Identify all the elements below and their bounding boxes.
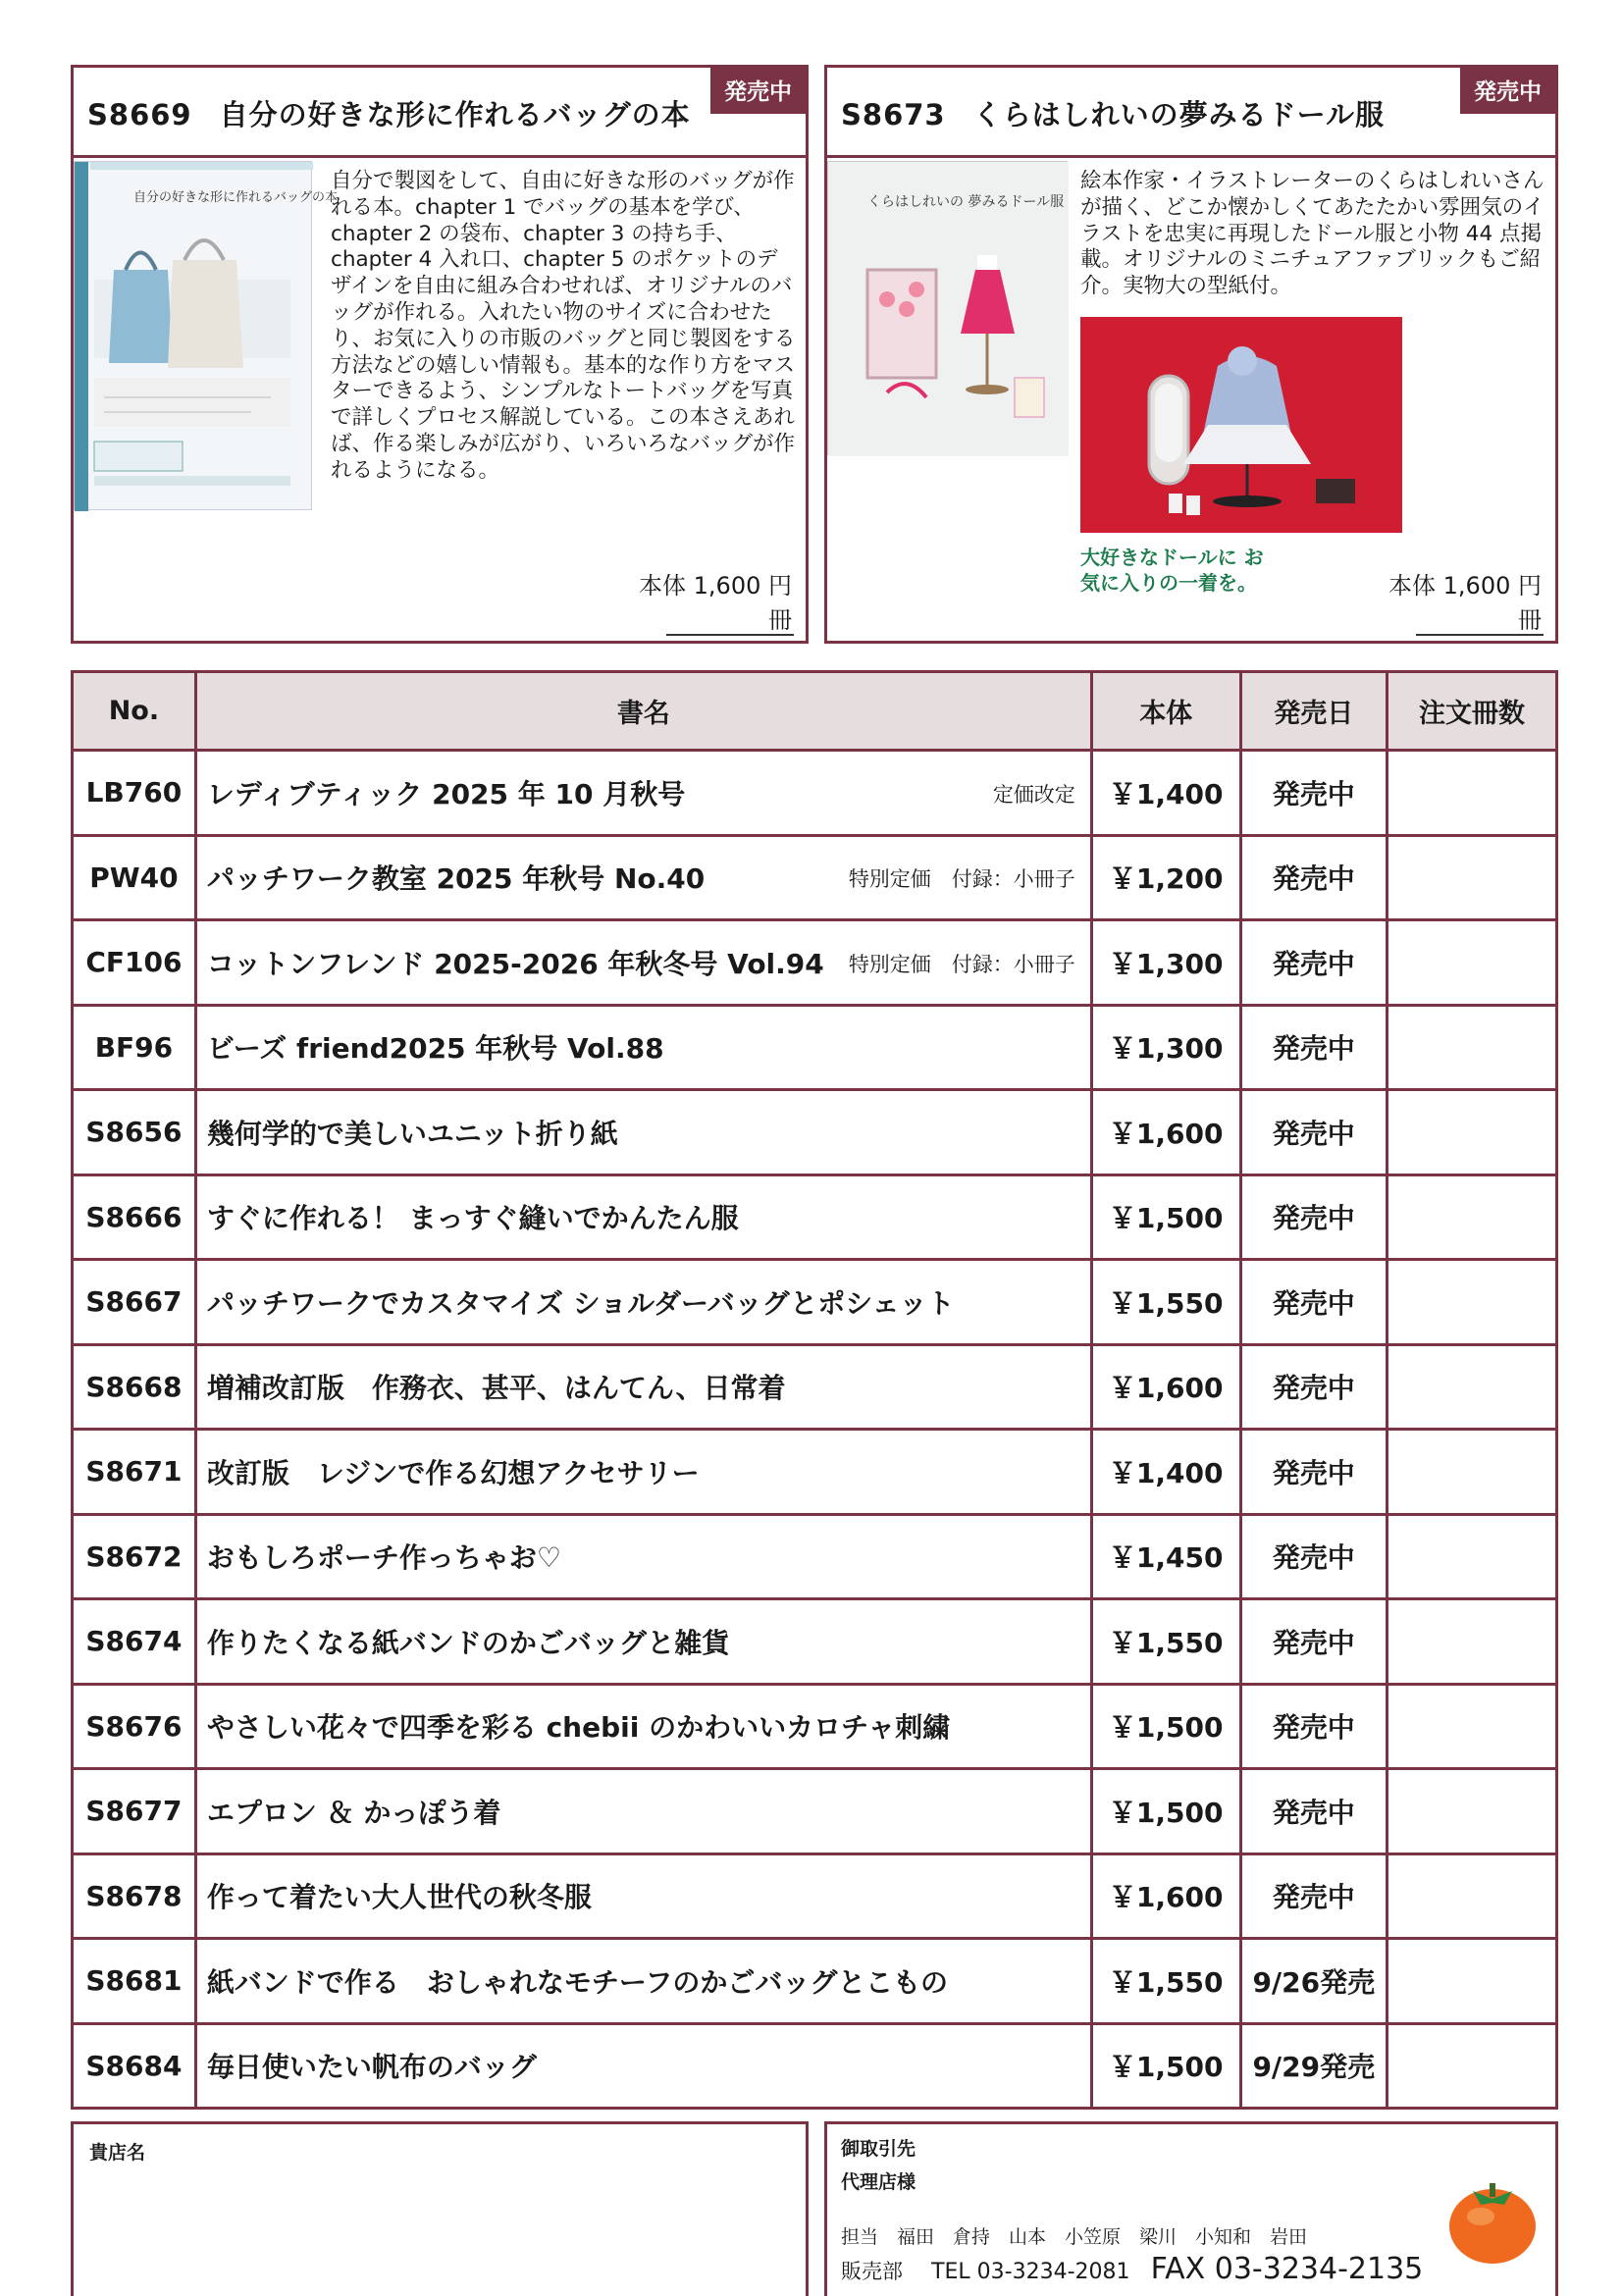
row-price: ￥1,200	[1091, 835, 1240, 920]
row-title: エプロン ＆ かっぽう着	[206, 1796, 501, 1829]
row-release: 発売中	[1240, 1344, 1387, 1430]
book-description: 自分で製図をして、自由に好きな形のバッグが作れる本。chapter 1 でバッグの基本を学び、chapter 2 の袋布、chapter 3 の持ち手、chapter 4 入れ口、chapter 5 のポケットのデザインを自由に組み合わせれば、オリジナルのバッグが作れる。入れたい物のサイズに合わせたり、お気に入りの市販のバッグと同じ製図をする方法などの嬉しい情報も。基本的な作り方をマスターできるよう、シンプルなトートバッグを写真で詳しくプロセス解説している。この本さえあれば、作る楽しみが広がり、いろいろなバッグが作れるようになる。	[331, 169, 796, 483]
row-title: 作りたくなる紙バンドのかごバッグと雑貨	[206, 1626, 730, 1659]
row-release: 発売中	[1240, 1090, 1387, 1175]
row-title-cell	[195, 1344, 1091, 1430]
row-price: ￥1,600	[1091, 1090, 1240, 1175]
row-title-cell	[195, 1090, 1091, 1175]
price-unit: 冊	[768, 606, 792, 634]
featured-header	[827, 68, 1555, 158]
book-cover-image	[827, 161, 1068, 455]
row-title-cell	[195, 1260, 1091, 1345]
row-release: 9/29発売	[1240, 2023, 1387, 2109]
order-table	[71, 670, 1558, 2110]
row-title-cell	[195, 1939, 1091, 2024]
row-code: S8684	[73, 2023, 196, 2109]
row-release: 発売中	[1240, 1684, 1387, 1769]
row-code: S8676	[73, 1684, 196, 1769]
row-release: 発売中	[1240, 1430, 1387, 1515]
row-release: 発売中	[1240, 1514, 1387, 1599]
row-code: S8672	[73, 1514, 196, 1599]
row-title-cell	[195, 1684, 1091, 1769]
row-note: 定価改定	[992, 782, 1075, 807]
header-order-qty: 注文冊数	[1387, 672, 1557, 751]
row-release: 発売中	[1240, 1260, 1387, 1345]
order-qty-cell[interactable]	[1387, 1430, 1557, 1515]
row-code: CF106	[73, 920, 196, 1006]
row-title: 改訂版 レジンで作る幻想アクセサリー	[206, 1456, 700, 1489]
row-code: S8667	[73, 1260, 196, 1345]
row-title-cell	[195, 1174, 1091, 1260]
status-badge: 発売中	[710, 68, 806, 114]
order-qty-cell[interactable]	[1387, 1174, 1557, 1260]
order-qty-cell[interactable]	[1387, 1514, 1557, 1599]
price-underline	[1416, 634, 1544, 636]
row-release: 発売中	[1240, 751, 1387, 836]
table-row	[73, 1599, 1557, 1685]
header-price: 本体	[1091, 672, 1240, 751]
bag-cover-illustration	[75, 162, 339, 511]
table-row	[73, 1853, 1557, 1939]
row-price: ￥1,600	[1091, 1853, 1240, 1939]
order-qty-cell[interactable]	[1387, 1260, 1557, 1345]
row-title: 増補改訂版 作務衣、甚平、はんてん、日常着	[206, 1372, 786, 1405]
header-release: 発売日	[1240, 672, 1387, 751]
doll-dress-photo	[1080, 317, 1402, 533]
row-price: ￥1,500	[1091, 1174, 1240, 1260]
row-title: おもしろポーチ作っちゃお♡	[206, 1541, 561, 1575]
tel-number: TEL 03-3234-2081	[931, 2260, 1130, 2284]
table-row	[73, 920, 1557, 1006]
table-row	[73, 1684, 1557, 1769]
store-name-box	[71, 2121, 809, 2296]
cover-title-text: 自分の好きな形に作れるバッグの本	[133, 190, 339, 205]
table-row	[73, 1260, 1557, 1345]
featured-book-s8673	[824, 65, 1558, 644]
book-price	[639, 566, 792, 635]
header-title: 書名	[195, 672, 1091, 751]
row-code: S8656	[73, 1090, 196, 1175]
row-price: ￥1,300	[1091, 1005, 1240, 1090]
row-price: ￥1,550	[1091, 1260, 1240, 1345]
order-qty-cell[interactable]	[1387, 1344, 1557, 1430]
row-release: 発売中	[1240, 1769, 1387, 1854]
table-row	[73, 2023, 1557, 2109]
featured-title	[87, 93, 691, 133]
book-price	[1388, 566, 1542, 635]
agent-label: 代理店様	[841, 2171, 916, 2193]
order-qty-cell[interactable]	[1387, 920, 1557, 1006]
row-note: 特別定価 付録：小冊子	[848, 952, 1075, 976]
store-name-label: 貴店名	[89, 2142, 146, 2164]
status-badge: 発売中	[1460, 68, 1555, 114]
row-release: 発売中	[1240, 835, 1387, 920]
order-qty-cell[interactable]	[1387, 1939, 1557, 2024]
order-qty-cell[interactable]	[1387, 1684, 1557, 1769]
row-title: やさしい花々で四季を彩る chebii のかわいいカロチャ刺繍	[206, 1711, 951, 1745]
row-code: S8677	[73, 1769, 196, 1854]
book-title: くらはしれいの夢みるドール服	[972, 98, 1386, 131]
order-qty-cell[interactable]	[1387, 835, 1557, 920]
row-price: ￥1,400	[1091, 1430, 1240, 1515]
featured-book-s8669	[71, 65, 809, 644]
order-qty-cell[interactable]	[1387, 1090, 1557, 1175]
dept-label: 販売部	[841, 2260, 903, 2283]
row-price: ￥1,400	[1091, 751, 1240, 836]
row-title-cell	[195, 1769, 1091, 1854]
row-title: レディブティック 2025 年 10 月秋号	[206, 777, 686, 810]
table-row	[73, 1344, 1557, 1430]
price-underline	[666, 634, 794, 636]
order-qty-cell[interactable]	[1387, 1769, 1557, 1854]
order-qty-cell[interactable]	[1387, 1853, 1557, 1939]
row-code: S8666	[73, 1174, 196, 1260]
order-qty-cell[interactable]	[1387, 1005, 1557, 1090]
featured-title	[841, 93, 1385, 133]
row-title-cell	[195, 1853, 1091, 1939]
book-description: 絵本作家・イラストレーターのくらはしれいさんが描く、どこか懐かしくてあたたかい雰囲気のイラストを忠実に再現したドール服と小物 44 点掲載。オリジナルのミニチュアファブリックもご紹介。実物大の型紙付。	[1080, 169, 1544, 299]
book-cover-image	[74, 161, 339, 510]
row-title-cell	[195, 835, 1091, 920]
row-title: パッチワークでカスタマイズ ショルダーバッグとポシェット	[206, 1286, 955, 1320]
fax-number: FAX 03-3234-2135	[1150, 2252, 1424, 2286]
persimmon-icon	[1443, 2169, 1542, 2268]
row-code: S8678	[73, 1853, 196, 1939]
table-row	[73, 1430, 1557, 1515]
row-title: すぐに作れる！ まっすぐ縫いでかんたん服	[206, 1202, 739, 1235]
row-price: ￥1,500	[1091, 1769, 1240, 1854]
row-title-cell	[195, 751, 1091, 836]
order-qty-cell[interactable]	[1387, 751, 1557, 836]
price-text: 本体 1,600 円	[1388, 572, 1542, 600]
row-price: ￥1,550	[1091, 1939, 1240, 2024]
row-title-cell	[195, 1514, 1091, 1599]
row-title-cell	[195, 1599, 1091, 1685]
row-note: 特別定価 付録：小冊子	[848, 867, 1075, 892]
row-title-cell	[195, 920, 1091, 1006]
row-release: 発売中	[1240, 920, 1387, 1006]
price-unit: 冊	[1518, 606, 1542, 634]
row-price: ￥1,600	[1091, 1344, 1240, 1430]
dealer-box	[824, 2121, 1558, 2296]
cover-title-text: くらはしれいの 夢みるドール服	[867, 194, 1065, 210]
staff-list: 担当 福田 倉持 山本 小笠原 梁川 小知和 岩田	[841, 2226, 1308, 2248]
row-code: S8668	[73, 1344, 196, 1430]
row-code: LB760	[73, 751, 196, 836]
row-code: BF96	[73, 1005, 196, 1090]
book-code: S8673	[841, 98, 946, 131]
row-title: 幾何学的で美しいユニット折り紙	[206, 1117, 618, 1150]
row-title: コットンフレンド 2025-2026 年秋冬号 Vol.94	[206, 947, 824, 980]
featured-header	[74, 68, 806, 158]
book-title: 自分の好きな形に作れるバッグの本	[219, 98, 691, 131]
contact-line	[841, 2252, 1423, 2286]
row-price: ￥1,300	[1091, 920, 1240, 1006]
table-row	[73, 1769, 1557, 1854]
row-code: S8671	[73, 1430, 196, 1515]
header-no: No.	[73, 672, 196, 751]
row-price: ￥1,500	[1091, 2023, 1240, 2109]
row-release: 発売中	[1240, 1174, 1387, 1260]
row-release: 9/26発売	[1240, 1939, 1387, 2024]
doll-dress-illustration	[1080, 317, 1402, 533]
row-title: パッチワーク教室 2025 年秋号 No.40	[206, 862, 706, 896]
order-qty-cell[interactable]	[1387, 2023, 1557, 2109]
table-row	[73, 1939, 1557, 2024]
table-row	[73, 751, 1557, 836]
row-title: ビーズ friend2025 年秋号 Vol.88	[206, 1032, 664, 1066]
table-row	[73, 835, 1557, 920]
table-row	[73, 1090, 1557, 1175]
row-release: 発売中	[1240, 1005, 1387, 1090]
dealer-label: 御取引先	[841, 2138, 916, 2160]
row-release: 発売中	[1240, 1599, 1387, 1685]
table-row	[73, 1005, 1557, 1090]
row-code: S8681	[73, 1939, 196, 2024]
row-release: 発売中	[1240, 1853, 1387, 1939]
table-row	[73, 1174, 1557, 1260]
table-row	[73, 1514, 1557, 1599]
doll-cover-illustration	[828, 162, 1069, 456]
price-text: 本体 1,600 円	[639, 572, 792, 600]
row-title-cell	[195, 1005, 1091, 1090]
book-code: S8669	[87, 98, 192, 131]
row-title-cell	[195, 2023, 1091, 2109]
row-title: 毎日使いたい帆布のバッグ	[206, 2051, 537, 2084]
row-title: 紙バンドで作る おしゃれなモチーフのかごバッグとこもの	[206, 1965, 948, 1999]
row-title: 作って着たい大人世代の秋冬服	[206, 1881, 592, 1914]
row-code: S8674	[73, 1599, 196, 1685]
order-qty-cell[interactable]	[1387, 1599, 1557, 1685]
row-code: PW40	[73, 835, 196, 920]
row-title-cell	[195, 1430, 1091, 1515]
row-price: ￥1,450	[1091, 1514, 1240, 1599]
photo-caption: 大好きなドールに お気に入りの一着を。	[1080, 546, 1264, 595]
row-price: ￥1,500	[1091, 1684, 1240, 1769]
table-header-row	[73, 672, 1557, 751]
row-price: ￥1,550	[1091, 1599, 1240, 1685]
